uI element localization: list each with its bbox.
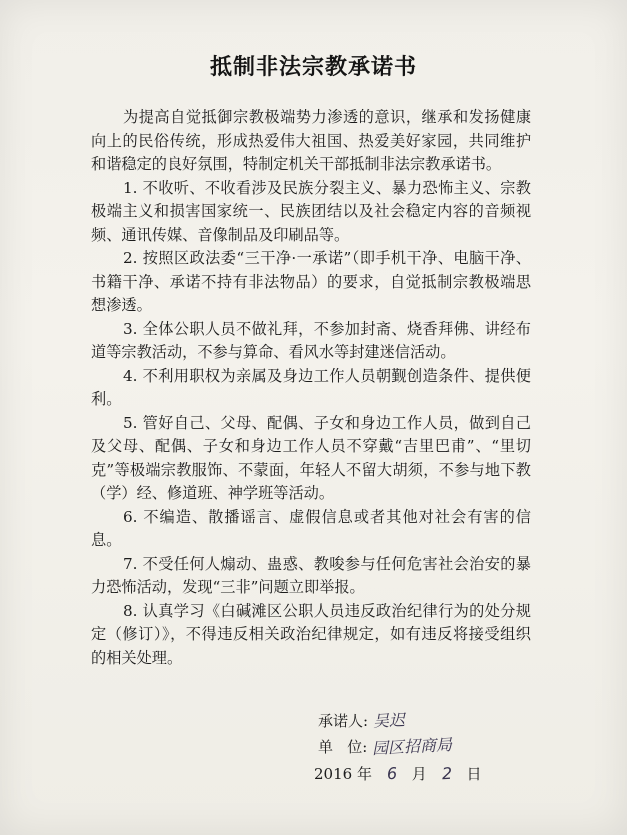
item-2: 2. 按照区政法委“三干净·一承诺”（即手机干净、电脑干净、书籍干净、承诺不持有非法物品）的要求，自觉抵制宗教极端思想渗透。 bbox=[91, 249, 531, 314]
document-body bbox=[91, 106, 531, 670]
item-6: 6. 不编造、散播谣言、虚假信息或者其他对社会有害的信息。 bbox=[91, 507, 531, 549]
document-title: 抵制非法宗教承诺书 bbox=[209, 54, 417, 80]
item-1: 1. 不收听、不收看涉及民族分裂主义、暴力恐怖主义、宗教极端主义和损害国家统一、民族团结以及社会稳定内容的音频视频、通讯传媒、音像制品及印刷品等。 bbox=[91, 178, 531, 244]
month-char: 月 bbox=[411, 765, 427, 783]
unit-handwritten: 园区招商局 bbox=[371, 734, 453, 759]
unit-label: 单 位: bbox=[318, 738, 368, 756]
day-char: 日 bbox=[466, 765, 482, 783]
date-year: 2016 bbox=[314, 765, 353, 783]
date-line bbox=[314, 763, 482, 785]
date-month: 6 bbox=[386, 763, 398, 784]
item-4: 4. 不利用职权为亲属及身边工作人员朝觐创造条件、提供便利。 bbox=[91, 366, 531, 408]
item-5: 5. 管好自己、父母、配偶、子女和身边工作人员，做到自己及父母、配偶、子女和身边工作人员不穿戴“吉里巴甫”、“里切克”等极端宗教服饰、不蒙面，年轻人不留大胡须，不参与地下教（学）经、修道班、神学班等活动。 bbox=[91, 413, 531, 502]
item-3: 3. 全体公职人员不做礼拜，不参加封斋、烧香拜佛、讲经布道等宗教活动，不参与算命、看风水等封建迷信活动。 bbox=[91, 319, 531, 361]
year-char: 年 bbox=[356, 765, 372, 783]
date-day: 2 bbox=[441, 763, 453, 784]
item-8: 8. 认真学习《白碱滩区公职人员违反政治纪律行为的处分规定（修订）》，不得违反相关政治纪律规定，如有违反将接受组织的相关处理。 bbox=[91, 601, 531, 667]
intro-paragraph: 为提高自觉抵御宗教极端势力渗透的意识，继承和发扬健康向上的民俗传统，形成热爱伟大祖国、热爱美好家园，共同维护和谐稳定的良好氛围，特制定机关干部抵制非法宗教承诺书。 bbox=[91, 108, 531, 173]
promisor-signature: 吴迟 bbox=[372, 710, 406, 731]
promisor-line bbox=[318, 710, 405, 732]
item-7: 7. 不受任何人煽动、蛊惑、教唆参与任何危害社会治安的暴力恐怖活动，发现“三非”问题立即举报。 bbox=[91, 554, 531, 596]
promisor-label: 承诺人: bbox=[318, 712, 369, 730]
unit-line bbox=[318, 736, 452, 758]
